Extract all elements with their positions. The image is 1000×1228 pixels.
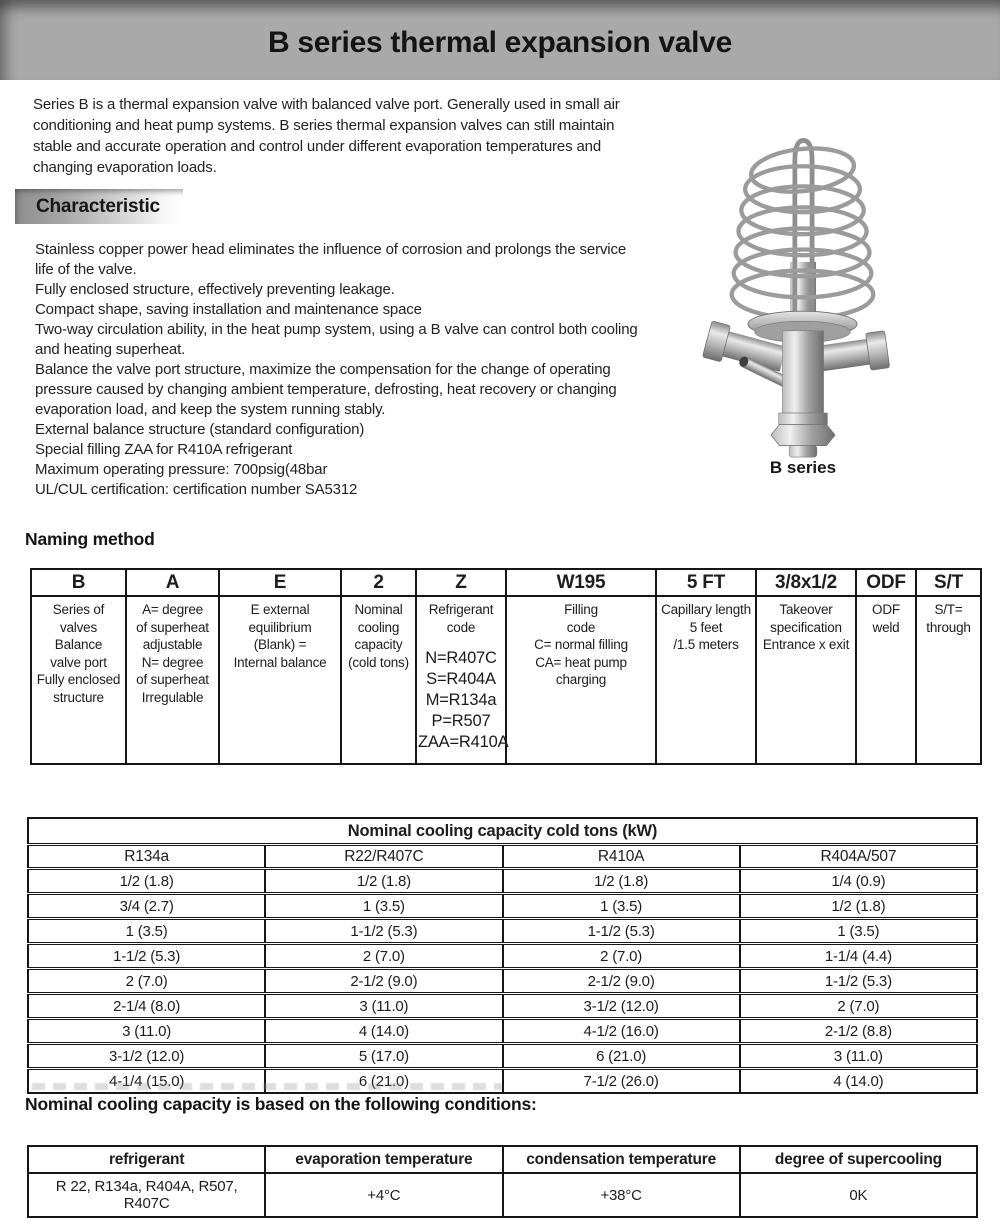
naming-description-line: Takeover [779, 602, 833, 617]
characteristic-section-badge [15, 189, 183, 224]
naming-description-line: A= degree [142, 602, 203, 617]
capacity-cell: 3 (11.0) [740, 1044, 977, 1069]
naming-description-line: specification [770, 619, 842, 635]
capacity-cell: 2-1/2 (8.8) [740, 1019, 977, 1044]
naming-description-line: 5 feet [689, 619, 723, 635]
naming-description-line: equilibrium [248, 619, 312, 635]
naming-description-line: ODF [872, 602, 900, 617]
capacity-tbody [28, 818, 977, 1093]
naming-column-description [126, 596, 219, 764]
naming-description-line: Filling [564, 602, 598, 617]
naming-description-line: Series of [52, 602, 105, 617]
characteristic-heading: Characteristic [36, 195, 160, 217]
naming-description-line: Refrigerant [428, 602, 494, 617]
capacity-cell: 3 (11.0) [265, 994, 502, 1019]
naming-body-row [31, 596, 981, 764]
capacity-cell: 1 (3.5) [265, 894, 502, 919]
naming-code-header: 5 FT [656, 569, 756, 596]
capacity-cell: 3 (11.0) [28, 1019, 265, 1044]
naming-code-header: W195 [506, 569, 656, 596]
naming-description-line: N= degree [141, 654, 204, 670]
capacity-cell: 1/2 (1.8) [503, 869, 740, 894]
capacity-data-row [28, 869, 977, 894]
naming-code-header: 3/8x1/2 [756, 569, 856, 596]
conditions-cell [265, 1173, 502, 1217]
capacity-cell: 1-1/2 (5.3) [740, 969, 977, 994]
refrigerant-code-line: N=R407C [425, 649, 497, 667]
capacity-data-row [28, 894, 977, 919]
capacity-data-row [28, 994, 977, 1019]
naming-method-table [30, 568, 982, 765]
naming-code-header: A [126, 569, 219, 596]
naming-description-line: S/T= [934, 602, 963, 617]
naming-code-header: Z [416, 569, 506, 596]
naming-column-description [31, 596, 126, 764]
naming-code-header: B [31, 569, 126, 596]
refrigerant-code-line: S=R404A [426, 670, 496, 688]
conditions-cell [28, 1173, 265, 1217]
conditions-cell [503, 1173, 740, 1217]
naming-column-description [341, 596, 416, 764]
conditions-column-header: condensation temperature [503, 1146, 740, 1173]
capacity-column-header: R22/R407C [265, 845, 502, 869]
refrigerant-code-list [418, 648, 509, 753]
page-title: B series thermal expansion valve [268, 26, 732, 59]
conditions-cell-line: R407C [123, 1195, 170, 1212]
capacity-column-header: R410A [503, 845, 740, 869]
conditions-column-header: evaporation temperature [265, 1146, 502, 1173]
naming-column-description [916, 596, 981, 764]
naming-description-line: cooling [357, 619, 400, 635]
capacity-data-row [28, 919, 977, 944]
capacity-cell: 1-1/2 (5.3) [503, 919, 740, 944]
capacity-cell: 1 (3.5) [28, 919, 265, 944]
naming-description-line: valve port [50, 654, 107, 670]
capacity-cell: 2 (7.0) [265, 944, 502, 969]
capacity-header-row [28, 845, 977, 869]
capacity-title-row [28, 818, 977, 845]
naming-column-description [856, 596, 916, 764]
naming-description-line: of superheat [136, 672, 209, 687]
naming-description-line: Entrance x exit [762, 637, 850, 652]
bottom-outlet [789, 446, 817, 457]
naming-description-line: through [926, 619, 971, 635]
naming-description-line: Nominal [354, 602, 403, 617]
capacity-cell: 1/2 (1.8) [28, 869, 265, 894]
conditions-data-row [28, 1173, 977, 1217]
scan-artifact [32, 1083, 502, 1090]
conditions-cell-line: +38°C [600, 1186, 642, 1204]
capacity-cell: 3-1/2 (12.0) [503, 994, 740, 1019]
naming-description-line: weld [872, 619, 900, 635]
thermal-expansion-valve-illustration [692, 128, 914, 458]
capacity-data-row [28, 1044, 977, 1069]
capacity-cell: 2-1/2 (9.0) [265, 969, 502, 994]
capacity-table [27, 817, 978, 1094]
naming-description-line: valves [59, 619, 98, 635]
capacity-cell: 4-1/2 (16.0) [503, 1019, 740, 1044]
naming-description-line: E external [250, 602, 310, 617]
conditions-table [27, 1145, 978, 1218]
conditions-cell-line: R 22, R134a, R404A, R507, [55, 1178, 238, 1195]
naming-code-header: 2 [341, 569, 416, 596]
naming-header-row [31, 569, 981, 596]
capacity-cell: 2-1/4 (8.0) [28, 994, 265, 1019]
naming-code-header: ODF [856, 569, 916, 596]
capacity-cell: 1-1/2 (5.3) [28, 944, 265, 969]
valve-body [782, 331, 823, 413]
naming-description-line: Irregulable [141, 689, 204, 705]
naming-description-line: code [446, 619, 476, 635]
capacity-data-row [28, 969, 977, 994]
characteristic-item: Fully enclosed structure, effectively preventing leakage. [35, 281, 395, 298]
conditions-header-row [28, 1146, 977, 1173]
capacity-cell: 3/4 (2.7) [28, 894, 265, 919]
characteristic-item: Special filling ZAA for R410A refrigerant [35, 441, 293, 458]
characteristic-item: Stainless copper power head eliminates the influence of corrosion and prolongs the service life of the valve. [35, 241, 627, 278]
capacity-cell: 1/4 (0.9) [740, 869, 977, 894]
refrigerant-code-line: P=R507 [431, 712, 491, 730]
capacity-cell: 1/2 (1.8) [740, 894, 977, 919]
naming-description-line: Fully enclosed [36, 672, 121, 687]
characteristic-item: Two-way circulation ability, in the heat pump system, using a B valve can control both cooling and heating superheat. [35, 321, 638, 358]
naming-description-line: structure [53, 689, 104, 705]
capacity-data-row [28, 944, 977, 969]
conditions-cell-line: +4°C [367, 1186, 401, 1204]
capacity-cell: 2-1/2 (9.0) [503, 969, 740, 994]
characteristic-item: External balance structure (standard configuration) [35, 421, 365, 438]
characteristic-item: UL/CUL certification: certification number SA5312 [35, 481, 358, 498]
capacity-cell: 3-1/2 (12.0) [28, 1044, 265, 1069]
naming-description-line: (Blank) = [253, 637, 307, 652]
naming-description-line: code [566, 619, 596, 635]
capacity-cell: 2 (7.0) [28, 969, 265, 994]
naming-code-header: E [219, 569, 341, 596]
naming-column-description [656, 596, 756, 764]
naming-column-description [756, 596, 856, 764]
conditions-heading: Nominal cooling capacity is based on the following conditions: [25, 1094, 537, 1114]
naming-description-line: /1.5 meters [673, 637, 739, 652]
capacity-cell: 1 (3.5) [740, 919, 977, 944]
hex-nut [771, 425, 835, 446]
capacity-data-row [28, 1019, 977, 1044]
conditions-cell [740, 1173, 977, 1217]
capacity-cell: 1/2 (1.8) [265, 869, 502, 894]
capacity-cell: 4 (14.0) [265, 1019, 502, 1044]
naming-code-header: S/T [916, 569, 981, 596]
valve-collar [779, 413, 828, 424]
capacity-column-header: R404A/507 [740, 845, 977, 869]
characteristic-item: Maximum operating pressure: 700psig(48bar [35, 461, 328, 478]
capacity-cell: 4 (14.0) [740, 1069, 977, 1094]
characteristic-item: Compact shape, saving installation and maintenance space [35, 301, 422, 318]
characteristic-item: Balance the valve port structure, maximize the compensation for the change of operating pressure caused by changing ambient temperature, defrosting, heat recovery or changing evaporation load, and keep the system running stably. [35, 361, 617, 418]
naming-method-heading: Naming method [25, 529, 155, 549]
naming-description-line: Capillary length [661, 602, 751, 617]
naming-column-description [416, 596, 509, 764]
naming-description-line: capacity [354, 637, 403, 652]
title-banner [0, 0, 1000, 80]
figure-caption: B series [769, 458, 837, 477]
naming-description-line: of superheat [136, 619, 209, 635]
capacity-cell: 2 (7.0) [740, 994, 977, 1019]
naming-description-line: adjustable [142, 637, 203, 652]
naming-description-line: CA= heat pump [535, 654, 627, 670]
naming-column-description [219, 596, 341, 764]
naming-description-line: C= normal filling [534, 637, 628, 652]
capacity-cell: 1-1/2 (5.3) [265, 919, 502, 944]
characteristic-list [35, 240, 647, 500]
naming-description-line: charging [555, 672, 607, 687]
capacity-cell: 5 (17.0) [265, 1044, 502, 1069]
capacity-cell: 4-1/4 (15.0) [28, 1069, 265, 1094]
capacity-cell: 1-1/4 (4.4) [740, 944, 977, 969]
refrigerant-code-line: M=R134a [425, 691, 497, 709]
naming-description-line: Balance [54, 637, 103, 652]
capacity-cell: 1 (3.5) [503, 894, 740, 919]
capacity-column-header: R134a [28, 845, 265, 869]
conditions-column-header: refrigerant [28, 1146, 265, 1173]
naming-description-line: Internal balance [233, 654, 327, 670]
capacity-cell: 2 (7.0) [503, 944, 740, 969]
capacity-title: Nominal cooling capacity cold tons (kW) [28, 818, 977, 845]
conditions-tbody [28, 1146, 977, 1217]
capacity-cell: 7-1/2 (26.0) [503, 1069, 740, 1094]
intro-paragraph: Series B is a thermal expansion valve with balanced valve port. Generally used in small air conditioning and heat pump systems. B series thermal expansion valves can still maintain stable and accurate operation and control under different evaporation temperatures and changing evaporation loads. [33, 96, 620, 176]
naming-description-line: (cold tons) [348, 654, 409, 670]
capacity-cell: 6 (21.0) [265, 1069, 502, 1094]
refrigerant-code-line: ZAA=R410A [418, 733, 509, 751]
conditions-column-header: degree of supercooling [740, 1146, 977, 1173]
conditions-cell-line: 0K [849, 1186, 868, 1204]
capacity-cell: 6 (21.0) [503, 1044, 740, 1069]
naming-column-description [506, 596, 656, 764]
